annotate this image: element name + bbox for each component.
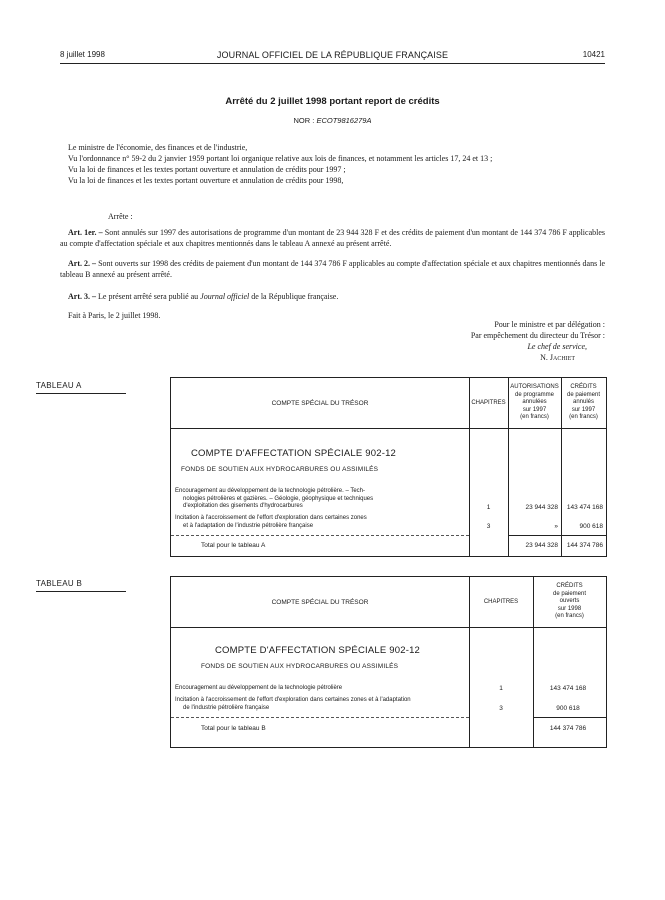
page-header (60, 50, 605, 62)
tableau-b-label: TABLEAU B (36, 579, 83, 588)
arrete-heading: Arrête : (108, 212, 133, 221)
signature-line: Pour le ministre et par délégation : (494, 320, 605, 329)
journal-title: JOURNAL OFFICIEL DE LA RÉPUBLIQUE FRANÇAISE (216, 50, 449, 60)
journal-officiel-italic: Journal officiel (200, 292, 250, 301)
table-row: Encouragement au développement de la technologie pétrolière. – Tech- nologies pétrolières et gazières. – Géologie, géophysique et techniques d'exploitation des gisements d'hydrocarbures (175, 488, 374, 509)
article-label: Art. 3. – (68, 292, 96, 301)
tableau-a-label-rule (36, 393, 126, 394)
preamble-line: Vu l'ordonnance n° 59-2 du 2 janvier 1959 portant loi organique relative aux lois de finances, et notamment les articles 17, 24 et 13 ; (68, 154, 493, 163)
row-chapitre: 1 (486, 504, 491, 511)
tableau-a-label: TABLEAU A (36, 381, 82, 390)
tableau-b (170, 576, 607, 748)
tableau-a (170, 377, 607, 557)
table-row: Encouragement au développement de la technologie pétrolière (175, 685, 343, 691)
total-label: Total pour le tableau A (201, 542, 266, 549)
col-header-compte: COMPTE SPÉCIAL DU TRÉSOR (271, 599, 369, 606)
article-1 (60, 227, 605, 249)
col-header-compte: COMPTE SPÉCIAL DU TRÉSOR (271, 400, 369, 407)
nor-label: NOR : (293, 116, 315, 125)
row-chapitre: 1 (499, 685, 503, 692)
row-chapitre: 3 (499, 705, 503, 712)
total-ap: 23 944 328 (525, 542, 558, 549)
col-header-autorisations: AUTORISATIONS de programme annulées sur 1997 (en francs) (510, 384, 559, 420)
table-row: Incitation à l'accroissement de l'effort d'exploration dans certaines zones et à l'adaptation de l'industrie pétrolière française (175, 515, 367, 529)
tableau-b-label-rule (36, 591, 126, 592)
article-text: Sont annulés sur 1997 des autorisations de programme d'un montant de 23 944 328 F et des crédits de paiement d'un montant de 144 374 786 F applicables au compte d'affectation spéciale et aux chapitres mentionnés dans le tableau A annexé au présent arrêté. (60, 228, 606, 248)
page-number: 10421 (582, 50, 605, 59)
row-cp: 143 474 168 (549, 685, 587, 692)
preamble-line: Vu la loi de finances et les textes portant ouverture et annulation de crédits pour 1997 ; (68, 165, 346, 174)
col-header-credits: CRÉDITS de paiement annulés sur 1997 (en francs) (566, 384, 601, 420)
header-rule (60, 63, 605, 64)
article-label: Art. 1er. – (68, 228, 103, 237)
article-3: Art. 3. – Le présent arrêté sera publié au Journal officiel de la République française. (68, 292, 339, 301)
row-chapitre: 3 (486, 523, 491, 530)
col-header-credits: CRÉDITS de paiement ouverts sur 1998 (en francs) (552, 583, 587, 619)
compte-title: COMPTE D'AFFECTATION SPÉCIALE 902-12 (215, 645, 421, 656)
total-label: Total pour le tableau B (201, 725, 266, 732)
article-2 (60, 258, 605, 280)
row-cp: 143 474 168 (566, 504, 603, 511)
total-cp: 144 374 786 (549, 725, 587, 732)
row-ap: 23 944 328 (525, 504, 558, 511)
nor-reference (60, 116, 605, 125)
compte-subtitle: FONDS DE SOUTIEN AUX HYDROCARBURES OU ASSIMILÉS (181, 466, 379, 473)
compte-subtitle: FONDS DE SOUTIEN AUX HYDROCARBURES OU ASSIMILÉS (201, 663, 399, 670)
row-ap: » (554, 523, 558, 530)
table-row: Incitation à l'accroissement de l'effort d'exploration dans certaines zones et à l'adaptation de l'industrie pétrolière française (175, 697, 411, 711)
signature-line: Par empêchement du directeur du Trésor : (470, 331, 605, 340)
decree-title: Arrêté du 2 juillet 1998 portant report de crédits (225, 96, 440, 107)
issue-date: 8 juillet 1998 (60, 50, 105, 59)
signature-block (471, 319, 605, 363)
col-header-chapitres: CHAPITRES (471, 400, 506, 406)
signature-role: Le chef de service, (527, 342, 587, 351)
col-header-chapitres: CHAPITRES (483, 599, 519, 605)
preamble (60, 142, 605, 186)
nor-code: ECOT9816279A (316, 116, 372, 125)
signatory-name: N. Jachiet (540, 353, 575, 362)
preamble-line: Le ministre de l'économie, des finances et de l'industrie, (68, 143, 248, 152)
article-text: Sont ouverts sur 1998 des crédits de paiement d'un montant de 144 374 786 F applicables au compte d'affectation spéciale et aux chapitres mentionnés dans le tableau B annexé au présent arrêté. (60, 259, 606, 279)
total-cp: 144 374 786 (566, 542, 603, 549)
article-label: Art. 2. – (68, 259, 97, 268)
row-cp: 900 618 (579, 523, 603, 530)
preamble-line: Vu la loi de finances et les textes portant ouverture et annulation de crédits pour 1998, (68, 176, 344, 185)
compte-title: COMPTE D'AFFECTATION SPÉCIALE 902-12 (191, 448, 397, 459)
row-cp: 900 618 (556, 705, 580, 712)
fait-a-paris: Fait à Paris, le 2 juillet 1998. (68, 311, 161, 320)
